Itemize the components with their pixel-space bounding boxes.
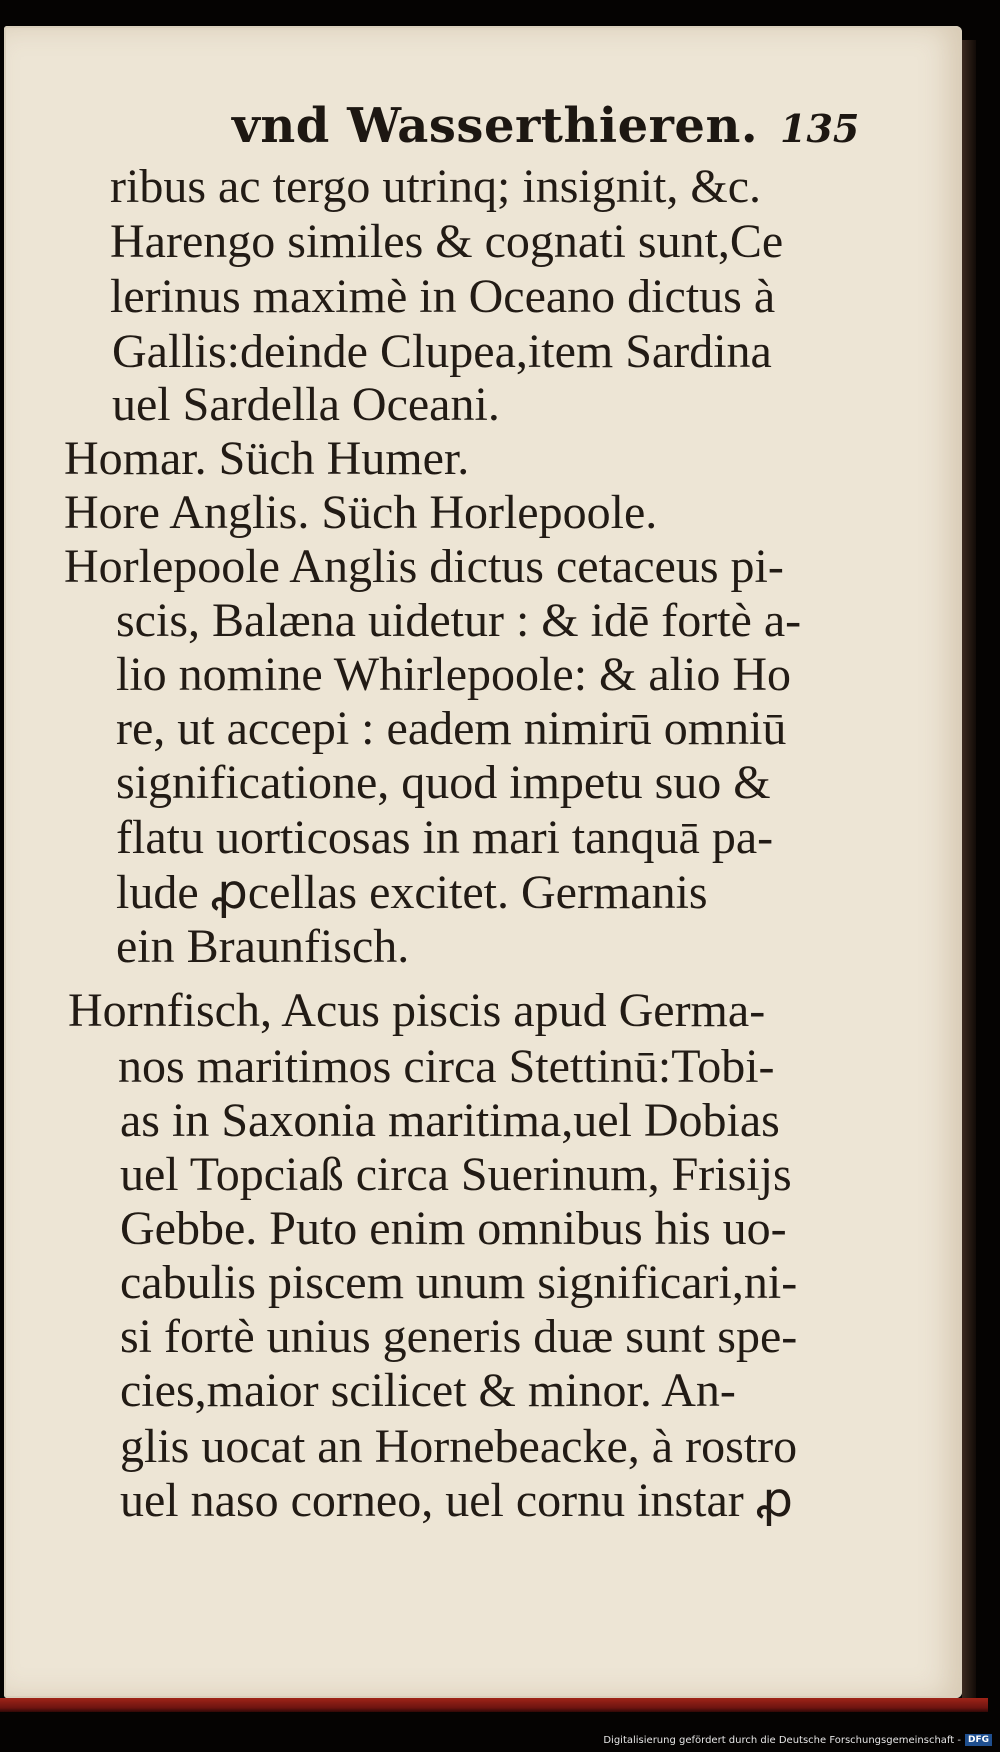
entry-heading-line: Homar. Süch Humer. xyxy=(64,432,470,485)
text-line: as in Saxonia maritima,uel Dobias xyxy=(120,1094,780,1147)
text-line: uel naso corneo, uel cornu instar ꝓ xyxy=(120,1474,793,1527)
text-line: scis, Balæna uidetur : & idē fortè a- xyxy=(116,594,802,647)
text-line: significatione, quod impetu suo & xyxy=(116,756,771,809)
text-line: uel Sardella Oceani. xyxy=(112,378,500,431)
text-line: Harengo similes & cognati sunt,Ce xyxy=(110,215,784,268)
entry-heading-line: Hore Anglis. Süch Horlepoole. xyxy=(64,486,658,539)
text-line: nos maritimos circa Stettinū:Tobi- xyxy=(118,1040,775,1093)
page-edge-red xyxy=(0,1698,988,1712)
text-line: lude ꝓcellas excitet. Germanis xyxy=(116,866,708,919)
text-line: cabulis piscem unum significari,ni- xyxy=(120,1256,798,1309)
text-line: lerinus maximè in Oceano dictus à xyxy=(110,270,776,323)
page-number: 135 xyxy=(780,106,860,151)
entry-heading-line: Hornfisch, Acus piscis apud Germa- xyxy=(68,984,766,1037)
dfg-logo-badge: DFG xyxy=(965,1734,992,1746)
text-line: ein Braunfisch. xyxy=(116,920,410,973)
text-line: Gebbe. Puto enim omnibus his uo- xyxy=(120,1202,787,1255)
text-line: cies,maior scilicet & minor. An- xyxy=(120,1364,736,1417)
credit-text: Digitalisierung gefördert durch die Deutsche Forschungsgemeinschaft - xyxy=(603,1734,961,1746)
text-line: glis uocat an Hornebeacke, à rostro xyxy=(120,1420,798,1473)
text-line: lio nomine Whirlepoole: & alio Ho xyxy=(116,648,791,701)
digitization-credit xyxy=(603,1734,992,1746)
text-line: flatu uorticosas in mari tanquā pa- xyxy=(116,811,774,864)
text-line: uel Topciaß circa Suerinum, Frisijs xyxy=(120,1148,792,1201)
text-line: si fortè unius generis duæ sunt spe- xyxy=(120,1310,798,1363)
text-line: ribus ac tergo utrinq; insignit, &c. xyxy=(110,160,762,213)
book-page xyxy=(4,26,962,1698)
text-line: Gallis:deinde Clupea,item Sardina xyxy=(112,325,772,378)
page-edge-shadow xyxy=(962,40,976,1705)
entry-heading-line: Horlepoole Anglis dictus cetaceus pi- xyxy=(64,540,784,593)
text-line: re, ut accepi : eadem nimirū omniū xyxy=(116,702,787,755)
running-title: vnd Wasserthieren. xyxy=(232,98,759,154)
